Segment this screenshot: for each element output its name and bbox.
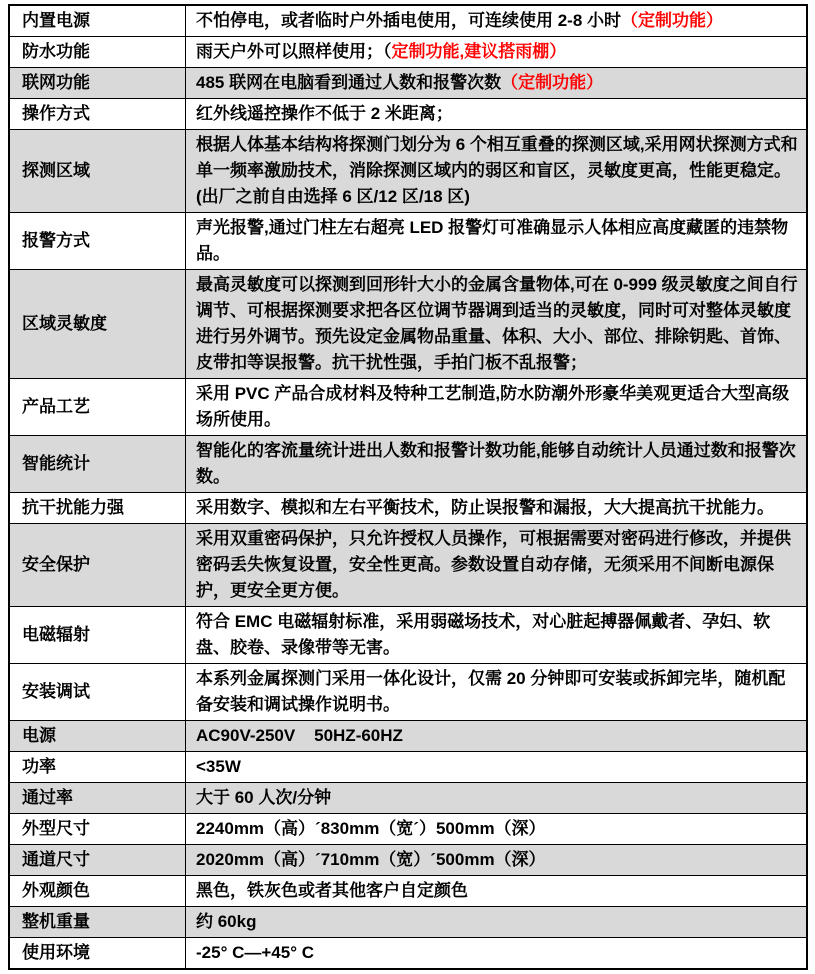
spec-value bbox=[186, 99, 806, 129]
spec-value-text bbox=[196, 816, 546, 842]
spec-value bbox=[186, 752, 806, 782]
spec-value-text bbox=[196, 70, 603, 96]
table-row bbox=[10, 783, 806, 814]
spec-value-text bbox=[196, 847, 546, 873]
spec-value-text bbox=[196, 723, 403, 749]
spec-text-segment: 智能化的客流量统计进出人数和报警计数功能,能够自动统计人员通过数和报警次数。 bbox=[196, 441, 796, 486]
table-row bbox=[10, 876, 806, 907]
spec-text-segment: AC90V-250V 50HZ-60HZ bbox=[196, 726, 403, 745]
table-row bbox=[10, 68, 806, 99]
spec-value-text bbox=[196, 940, 314, 966]
spec-value-text bbox=[196, 878, 468, 904]
table-row bbox=[10, 379, 806, 436]
spec-value bbox=[186, 270, 806, 378]
spec-text-segment: 485 联网在电脑看到通过人数和报警次数 bbox=[196, 73, 502, 92]
spec-value bbox=[186, 907, 806, 937]
spec-text-segment: <35W bbox=[196, 757, 241, 776]
table-row bbox=[10, 664, 806, 721]
spec-label: 防水功能 bbox=[10, 37, 186, 67]
spec-label: 整机重量 bbox=[10, 907, 186, 937]
spec-label: 区域灵敏度 bbox=[10, 270, 186, 378]
spec-value-text bbox=[196, 438, 798, 490]
spec-label: 智能统计 bbox=[10, 436, 186, 492]
table-row bbox=[10, 436, 806, 493]
spec-value bbox=[186, 6, 806, 36]
spec-value bbox=[186, 213, 806, 269]
spec-value bbox=[186, 68, 806, 98]
spec-value bbox=[186, 814, 806, 844]
table-row bbox=[10, 524, 806, 607]
table-row bbox=[10, 99, 806, 130]
spec-text-segment: 大于 60 人次/分钟 bbox=[196, 788, 332, 807]
spec-text-segment: 定制功能,建议搭雨棚） bbox=[391, 42, 567, 61]
spec-value-text bbox=[196, 526, 798, 604]
spec-label: 产品工艺 bbox=[10, 379, 186, 435]
spec-value-text bbox=[196, 8, 723, 34]
spec-text-segment: 采用 PVC 产品合成材料及特种工艺制造,防水防潮外形豪华美观更适合大型高级场所使用。 bbox=[196, 384, 790, 429]
spec-label: 电源 bbox=[10, 721, 186, 751]
spec-text-segment: 本系列金属探测门采用一体化设计，仅需 20 分钟即可安装或拆卸完毕，随机配备安装和调试操作说明书。 bbox=[196, 669, 786, 714]
spec-label: 通道尺寸 bbox=[10, 845, 186, 875]
spec-value bbox=[186, 721, 806, 751]
spec-value-text bbox=[196, 495, 774, 521]
table-row bbox=[10, 938, 806, 968]
spec-text-segment: 采用数字、模拟和左右平衡技术，防止误报警和漏报，大大提高抗干扰能力。 bbox=[196, 498, 774, 517]
table-row bbox=[10, 493, 806, 524]
spec-value-text bbox=[196, 215, 798, 267]
spec-value-text bbox=[196, 39, 566, 65]
spec-text-segment: 约 60kg bbox=[196, 912, 257, 931]
spec-value bbox=[186, 379, 806, 435]
spec-value bbox=[186, 783, 806, 813]
spec-value bbox=[186, 493, 806, 523]
spec-text-segment: 根据人体基本结构将探测门划分为 6 个相互重叠的探测区域,采用网状探测方式和单一频率激励技术，消除探测区域内的弱区和盲区，灵敏度更高，性能更稳定。(出厂之前自由选择 6 区/12 区/18 区) bbox=[196, 135, 798, 206]
table-row bbox=[10, 814, 806, 845]
spec-label: 使用环境 bbox=[10, 938, 186, 968]
table-row bbox=[10, 721, 806, 752]
spec-value-text bbox=[196, 272, 798, 376]
spec-value-text bbox=[196, 754, 241, 780]
spec-text-segment: 不怕停电，或者临时户外插电使用，可连续使用 2-8 小时 bbox=[196, 11, 622, 30]
spec-text-segment: 黑色，铁灰色或者其他客户自定颜色 bbox=[196, 881, 468, 900]
table-row bbox=[10, 752, 806, 783]
spec-label: 外型尺寸 bbox=[10, 814, 186, 844]
spec-value bbox=[186, 130, 806, 212]
spec-text-segment: 雨天户外可以照样使用；（ bbox=[196, 42, 392, 61]
spec-text-segment: 采用双重密码保护，只允许授权人员操作，可根据需要对密码进行修改，并提供密码丢失恢复设置，安全性更高。参数设置自动存储，无须采用不间断电源保护，更安全更方便。 bbox=[196, 529, 791, 600]
table-row bbox=[10, 270, 806, 379]
table-row bbox=[10, 845, 806, 876]
spec-label: 报警方式 bbox=[10, 213, 186, 269]
spec-value-text bbox=[196, 785, 331, 811]
spec-text-segment: 声光报警,通过门柱左右超亮 LED 报警灯可准确显示人体相应高度藏匿的违禁物品。 bbox=[196, 218, 789, 263]
spec-value bbox=[186, 845, 806, 875]
spec-value-text bbox=[196, 609, 798, 661]
table-row bbox=[10, 37, 806, 68]
spec-table bbox=[8, 4, 808, 970]
table-row bbox=[10, 213, 806, 270]
spec-value bbox=[186, 876, 806, 906]
spec-text-segment: 2240mm（高）´830mm（宽´）500mm（深） bbox=[196, 819, 546, 838]
spec-text-segment: 符合 EMC 电磁辐射标准，采用弱磁场技术，对心脏起搏器佩戴者、孕妇、软盘、胶卷、录像带等无害。 bbox=[196, 612, 771, 657]
spec-value bbox=[186, 37, 806, 67]
spec-text-segment: 2020mm（高）´710mm（宽）´500mm（深） bbox=[196, 850, 546, 869]
spec-value-text bbox=[196, 132, 798, 210]
table-row bbox=[10, 6, 806, 37]
spec-value bbox=[186, 436, 806, 492]
spec-value-text bbox=[196, 381, 798, 433]
spec-text-segment: （定制功能） bbox=[501, 73, 604, 92]
spec-label: 内置电源 bbox=[10, 6, 186, 36]
spec-label: 联网功能 bbox=[10, 68, 186, 98]
spec-label: 安装调试 bbox=[10, 664, 186, 720]
spec-label: 通过率 bbox=[10, 783, 186, 813]
spec-label: 外观颜色 bbox=[10, 876, 186, 906]
spec-value bbox=[186, 607, 806, 663]
spec-text-segment: （定制功能） bbox=[621, 11, 724, 30]
spec-value-text bbox=[196, 101, 453, 127]
spec-value bbox=[186, 524, 806, 606]
table-row bbox=[10, 607, 806, 664]
spec-value-text bbox=[196, 666, 798, 718]
spec-label: 抗干扰能力强 bbox=[10, 493, 186, 523]
spec-text-segment: -25° C—+45° C bbox=[196, 943, 315, 962]
spec-value bbox=[186, 664, 806, 720]
table-row bbox=[10, 130, 806, 213]
spec-text-segment: 红外线遥控操作不低于 2 米距离； bbox=[196, 104, 453, 123]
spec-label: 电磁辐射 bbox=[10, 607, 186, 663]
table-row bbox=[10, 907, 806, 938]
spec-text-segment: 最高灵敏度可以探测到回形针大小的金属含量物体,可在 0-999 级灵敏度之间自行调节、可根据探测要求把各区位调节器调到适当的灵敏度，同时可对整体灵敏度进行另外调节。预先设定金属物品重量、体积、大小、部位、排除钥匙、首饰、皮带扣等误报警。抗干扰性强，手拍门板不乱报警； bbox=[196, 275, 798, 372]
spec-label: 操作方式 bbox=[10, 99, 186, 129]
spec-label: 安全保护 bbox=[10, 524, 186, 606]
spec-value bbox=[186, 938, 806, 968]
spec-label: 功率 bbox=[10, 752, 186, 782]
spec-label: 探测区域 bbox=[10, 130, 186, 212]
spec-value-text bbox=[196, 909, 256, 935]
